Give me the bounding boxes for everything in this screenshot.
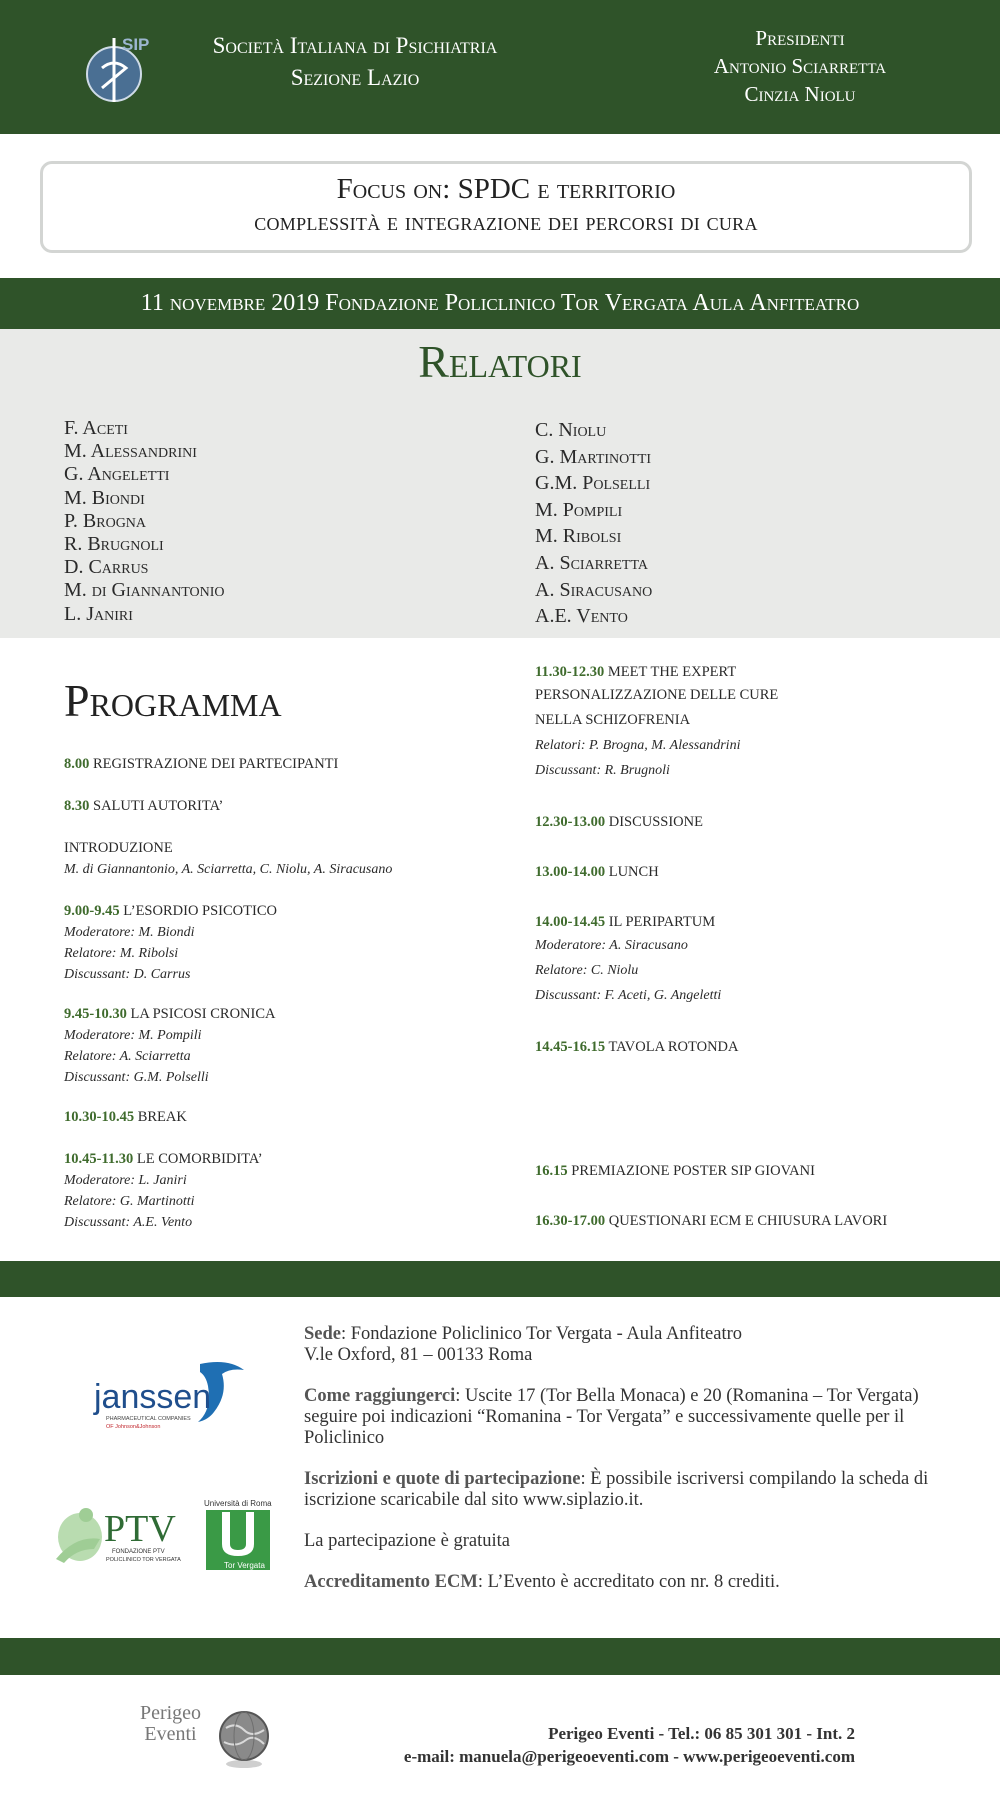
program-item	[535, 912, 721, 1008]
speaker-name: A.E. Vento	[535, 605, 628, 628]
program-title: LA PSICOSI CRONICA	[130, 1006, 276, 1022]
janssen-logo	[92, 1356, 262, 1436]
perigeo-logo-text: Perigeo Eventi	[139, 1702, 202, 1745]
svg-text:OF Johnson&Johnson: OF Johnson&Johnson	[106, 1424, 161, 1430]
speaker-name: G. Martinotti	[535, 445, 652, 468]
program-title: LE COMORBIDITA’	[136, 1151, 263, 1167]
presidents-title: Presidenti	[755, 26, 845, 50]
program-title: SALUTI AUTORITA’	[93, 798, 224, 814]
program-detail: Discussant: A.E. Vento	[64, 1215, 193, 1230]
relatori-section	[0, 329, 1000, 638]
svg-text:FONDAZIONE PTV: FONDAZIONE PTV	[112, 1549, 165, 1555]
speaker-name: R. Brugnoli	[64, 533, 164, 556]
program-item	[535, 1211, 887, 1232]
event-title-box	[40, 161, 972, 253]
program-detail: Relatore: G. Martinotti	[64, 1194, 195, 1209]
program-detail: Moderatore: L. Janiri	[64, 1173, 187, 1188]
info-label: Sede	[304, 1324, 341, 1344]
program-item	[535, 1037, 739, 1058]
program-time: 8.00	[64, 756, 90, 772]
contact-info	[300, 1722, 855, 1768]
svg-text:PTV: PTV	[104, 1508, 176, 1550]
org-line-1: Società Italiana di Psichiatria	[212, 33, 498, 58]
header-bar	[0, 0, 1000, 134]
program-item	[535, 862, 659, 883]
program-time: 10.45-11.30	[64, 1151, 134, 1167]
program-time: 14.00-14.45	[535, 914, 606, 930]
program-detail: Relatore: A. Sciarretta	[64, 1049, 191, 1064]
ptv-logo	[50, 1497, 200, 1569]
programma-title: Programma	[64, 675, 282, 726]
speaker-name: F. Aceti	[64, 417, 128, 439]
contact-email-web: e-mail: manuela@perigeoeventi.com - www.perigeoeventi.com	[403, 1747, 855, 1766]
relatori-title: Relatori	[418, 336, 582, 387]
speaker-name: L. Janiri	[64, 602, 133, 625]
program-subtitle: PERSONALIZZAZIONE DELLE CURE	[535, 687, 779, 703]
org-line-2: Sezione Lazio	[290, 65, 420, 90]
program-item	[64, 1004, 276, 1088]
relatori-list-right	[535, 417, 652, 630]
relatori-list-left	[64, 417, 225, 626]
president-1: Antonio Sciarretta	[713, 54, 887, 78]
program-title: DISCUSSIONE	[608, 814, 703, 830]
program-subtitle: NELLA SCHIZOFRENIA	[535, 712, 691, 728]
program-item	[64, 838, 392, 880]
svg-text:janssen: janssen	[94, 1378, 212, 1416]
event-title: Focus on: SPDC e territorio	[336, 173, 676, 205]
program-item	[64, 1107, 187, 1128]
program-time: 16.30-17.00	[535, 1213, 606, 1229]
svg-text:Tor Vergata: Tor Vergata	[224, 1561, 265, 1570]
event-subtitle: complessità e integrazione dei percorsi di cura	[254, 209, 758, 236]
svg-text:SIP: SIP	[122, 35, 150, 54]
program-item	[535, 812, 703, 833]
organization-name	[170, 30, 540, 94]
president-2: Cinzia Niolu	[744, 82, 856, 106]
info-free: La partecipazione è gratuita	[304, 1531, 510, 1551]
program-item	[535, 662, 778, 783]
info-directions: Come raggiungerci: Uscite 17 (Tor Bella Monaca) e 20 (Romanina – Tor Vergata) seguire poi indicazioni “Romanina - Tor Vergata” e successivamente quelle per il Policlinico	[304, 1386, 919, 1448]
program-title: BREAK	[137, 1109, 187, 1125]
speaker-name: C. Niolu	[535, 419, 607, 441]
program-time: 9.00-9.45	[64, 903, 120, 919]
program-time: 14.45-16.15	[535, 1039, 606, 1055]
program-title: MEET THE EXPERT	[607, 664, 737, 680]
tor-vergata-logo	[204, 1498, 272, 1573]
program-time: 9.45-10.30	[64, 1006, 127, 1022]
program-time: 11.30-12.30	[535, 664, 605, 680]
svg-text:Università di Roma: Università di Roma	[204, 1499, 272, 1508]
date-venue-bar: 11 novembre 2019 Fondazione Policlinico Tor Vergata Aula Anfiteatro	[0, 278, 1000, 329]
program-item	[64, 1149, 263, 1233]
program-item	[64, 754, 338, 775]
speaker-name: M. Pompili	[535, 498, 623, 521]
program-time: 13.00-14.00	[535, 864, 606, 880]
speaker-name: D. Carrus	[64, 556, 149, 579]
venue-address: V.le Oxford, 81 – 00133 Roma	[304, 1345, 533, 1365]
program-time: 10.30-10.45	[64, 1109, 135, 1125]
program-detail: Moderatore: M. Pompili	[64, 1028, 202, 1043]
program-detail: Discussant: D. Carrus	[64, 967, 191, 982]
program-time: 16.15	[535, 1163, 568, 1179]
program-item	[64, 796, 223, 817]
separator-bar	[0, 1261, 1000, 1297]
program-title: TAVOLA ROTONDA	[608, 1039, 739, 1055]
speaker-name: A. Sciarretta	[535, 551, 648, 574]
info-label: Come raggiungerci	[304, 1386, 456, 1406]
program-item	[64, 901, 277, 985]
program-detail: Relatore: M. Ribolsi	[64, 946, 179, 961]
program-title: LUNCH	[608, 864, 659, 880]
program-title: QUESTIONARI ECM E CHIUSURA LAVORI	[608, 1213, 888, 1229]
speaker-name: G.M. Polselli	[535, 472, 651, 495]
program-detail: M. di Giannantonio, A. Sciarretta, C. Niolu, A. Siracusano	[64, 862, 393, 877]
info-label: Accreditamento ECM	[304, 1572, 478, 1592]
speaker-name: A. Siracusano	[535, 578, 653, 601]
speaker-name: M. Biondi	[64, 486, 145, 509]
program-title: IL PERIPARTUM	[608, 914, 716, 930]
program-detail: Discussant: G.M. Polselli	[64, 1070, 209, 1085]
separator-bar	[0, 1638, 1000, 1675]
svg-text:PHARMACEUTICAL COMPANIES: PHARMACEUTICAL COMPANIES	[106, 1416, 191, 1422]
program-title: REGISTRAZIONE DEI PARTECIPANTI	[93, 756, 339, 772]
speaker-name: M. Ribolsi	[535, 525, 622, 548]
program-detail: Discussant: F. Aceti, G. Angeletti	[535, 988, 722, 1003]
program-title: INTRODUZIONE	[64, 840, 173, 856]
speaker-name: M. Alessandrini	[64, 440, 197, 463]
presidents-block	[680, 24, 920, 108]
speaker-name: M. di Giannantonio	[64, 579, 225, 602]
svg-text:POLICLINICO TOR VERGATA: POLICLINICO TOR VERGATA	[106, 1557, 181, 1563]
program-time: 8.30	[64, 798, 90, 814]
speaker-name: G. Angeletti	[64, 463, 170, 486]
sip-logo	[82, 30, 154, 106]
info-sede: Sede: Fondazione Policlinico Tor Vergata - Aula Anfiteatro V.le Oxford, 81 – 00133 Roma	[304, 1324, 743, 1365]
info-label: Iscrizioni e quote di partecipazione	[304, 1469, 581, 1489]
program-detail: Discussant: R. Brugnoli	[535, 763, 670, 778]
globe-icon	[216, 1708, 272, 1770]
event-info	[304, 1324, 964, 1613]
program-time: 12.30-13.00	[535, 814, 606, 830]
speaker-name: P. Brogna	[64, 509, 147, 532]
program-detail: Relatori: P. Brogna, M. Alessandrini	[535, 738, 741, 753]
program-detail: Moderatore: A. Siracusano	[535, 938, 688, 953]
info-ecm: Accreditamento ECM: L’Evento è accreditato con nr. 8 crediti.	[304, 1572, 780, 1592]
program-title: PREMIAZIONE POSTER SIP GIOVANI	[571, 1163, 815, 1179]
program-title: L’ESORDIO PSICOTICO	[123, 903, 277, 919]
program-detail: Moderatore: M. Biondi	[64, 925, 195, 940]
info-registration: Iscrizioni e quote di partecipazione: È possibile iscriversi compilando la scheda di iscrizione scaricabile dal sito www.siplazio.it.	[304, 1469, 929, 1510]
contact-phone: Perigeo Eventi - Tel.: 06 85 301 301 - Int. 2	[548, 1724, 855, 1743]
program-detail: Relatore: C. Niolu	[535, 963, 639, 978]
program-item	[535, 1161, 815, 1182]
